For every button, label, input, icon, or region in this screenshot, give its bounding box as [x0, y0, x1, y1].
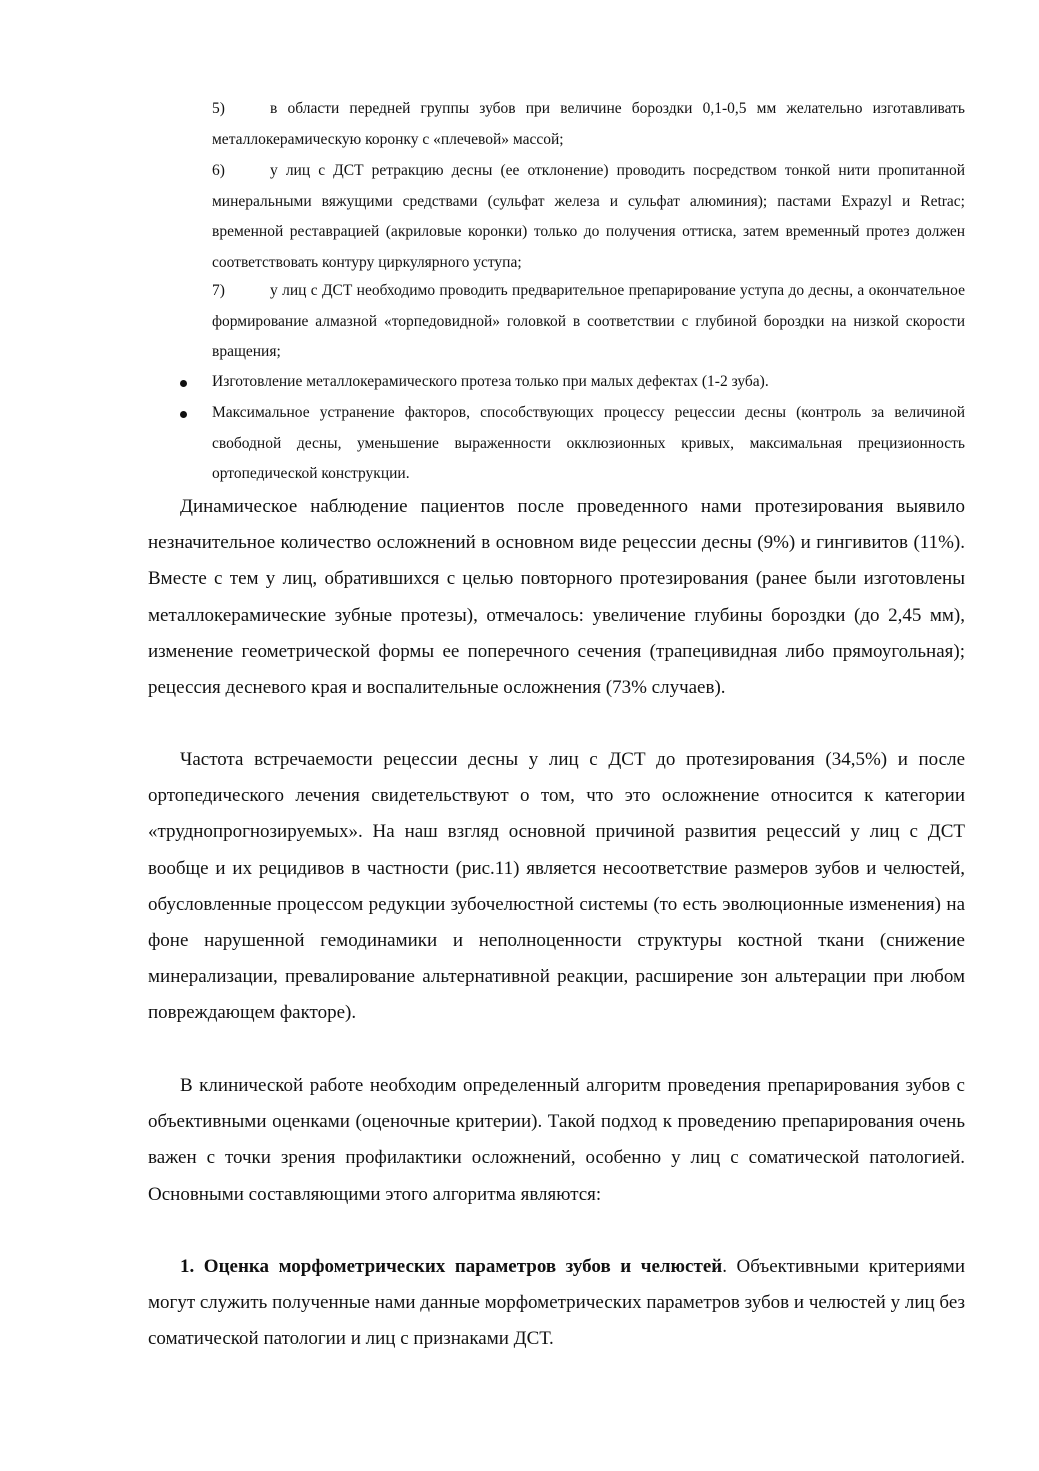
paragraph-text: . Объективными критериями могут служить полученные нами данные морфометрических параметров зубов и челюстей у лиц без соматической патологии и лиц с признаками ДСТ. [148, 1256, 965, 1350]
item-number: 5) [212, 100, 225, 117]
item-number: 7) [212, 282, 225, 299]
item-text: у лиц с ДСТ ретракцию десны (ее отклонение) проводить посредством тонкой нити пропитанной минеральными вяжущими средствами (сульфат железа и сульфат алюминия); пастами Expazyl и Retrac; временной реставрацией (акриловые коронки) только до получения оттиска, затем временный протез должен соответствовать контуру циркулярного уступа; [212, 162, 965, 271]
item-number: 6) [212, 162, 225, 179]
paragraph-morphometric [148, 1249, 965, 1358]
paragraph-follow-up: Динамическое наблюдение пациентов после проведенного нами протезирования выявило незначительное количество осложнений в основном виде рецессии десны (9%) и гингивитов (11%). Вместе с тем у лиц, обратившихся с целью повторного протезирования (ранее были изготовлены металлокерамические зубные протезы), отмечалось: увеличение глубины бороздки (до 2,45 мм), изменение геометрической формы ее поперечного сечения (трапецивидная либо прямоугольная); рецессия десневого края и воспалительные осложнения (73% случаев). [148, 496, 965, 699]
paragraph-algorithm: В клинической работе необходим определенный алгоритм проведения препарирования зубов с объективными оценками (оценочные критерии). Такой подход к проведению препарирования очень важен с точки зрения профилактики осложнений, особенно у лиц с соматической патологией. Основными составляющими этого алгоритма являются: [148, 1075, 965, 1205]
bullet-item: Изготовление металлокерамического протеза только при малых дефектах (1-2 зуба). [212, 373, 769, 390]
numbered-item-7 [212, 276, 965, 368]
numbered-item-5 [212, 94, 965, 155]
section-heading: 1. Оценка морфометрических параметров зубов и челюстей [180, 1256, 723, 1277]
bullet-icon [180, 411, 187, 418]
bullet-item: Максимальное устранение факторов, способствующих процессу рецессии десны (контроль за величиной свободной десны, уменьшение выраженности окклюзионных кривых, максимальная прецизионность ортопедической конструкции. [212, 404, 965, 482]
item-text: у лиц с ДСТ необходимо проводить предварительное препарирование уступа до десны, а окончательное формирование алмазной «торпедовидной» головкой в соответствии с глубиной бороздки на низкой скорости вращения; [212, 282, 965, 360]
bullet-icon [180, 380, 187, 387]
item-text: в области передней группы зубов при величине бороздки 0,1-0,5 мм желательно изготавливать металлокерамическую коронку с «плечевой» массой; [212, 100, 965, 148]
paragraph-recession-frequency: Частота встречаемости рецессии десны у лиц с ДСТ до протезирования (34,5%) и после ортопедического лечения свидетельствуют о том, что это осложнение относится к категории «труднопрогнозируемых». На наш взгляд основной причиной развития рецессий у лиц с ДСТ вообще и их рецидивов в частности (рис.11) является несоответствие размеров зубов и челюстей, обусловленные процессом редукции зубочелюстной системы (то есть эволюционные изменения) на фоне нарушенной гемодинамики и неполноценности структуры костной ткани (снижение минерализации, превалирование альтернативной реакции, расширение зон альтерации при любом повреждающем факторе). [148, 749, 965, 1024]
numbered-item-6 [212, 156, 965, 278]
